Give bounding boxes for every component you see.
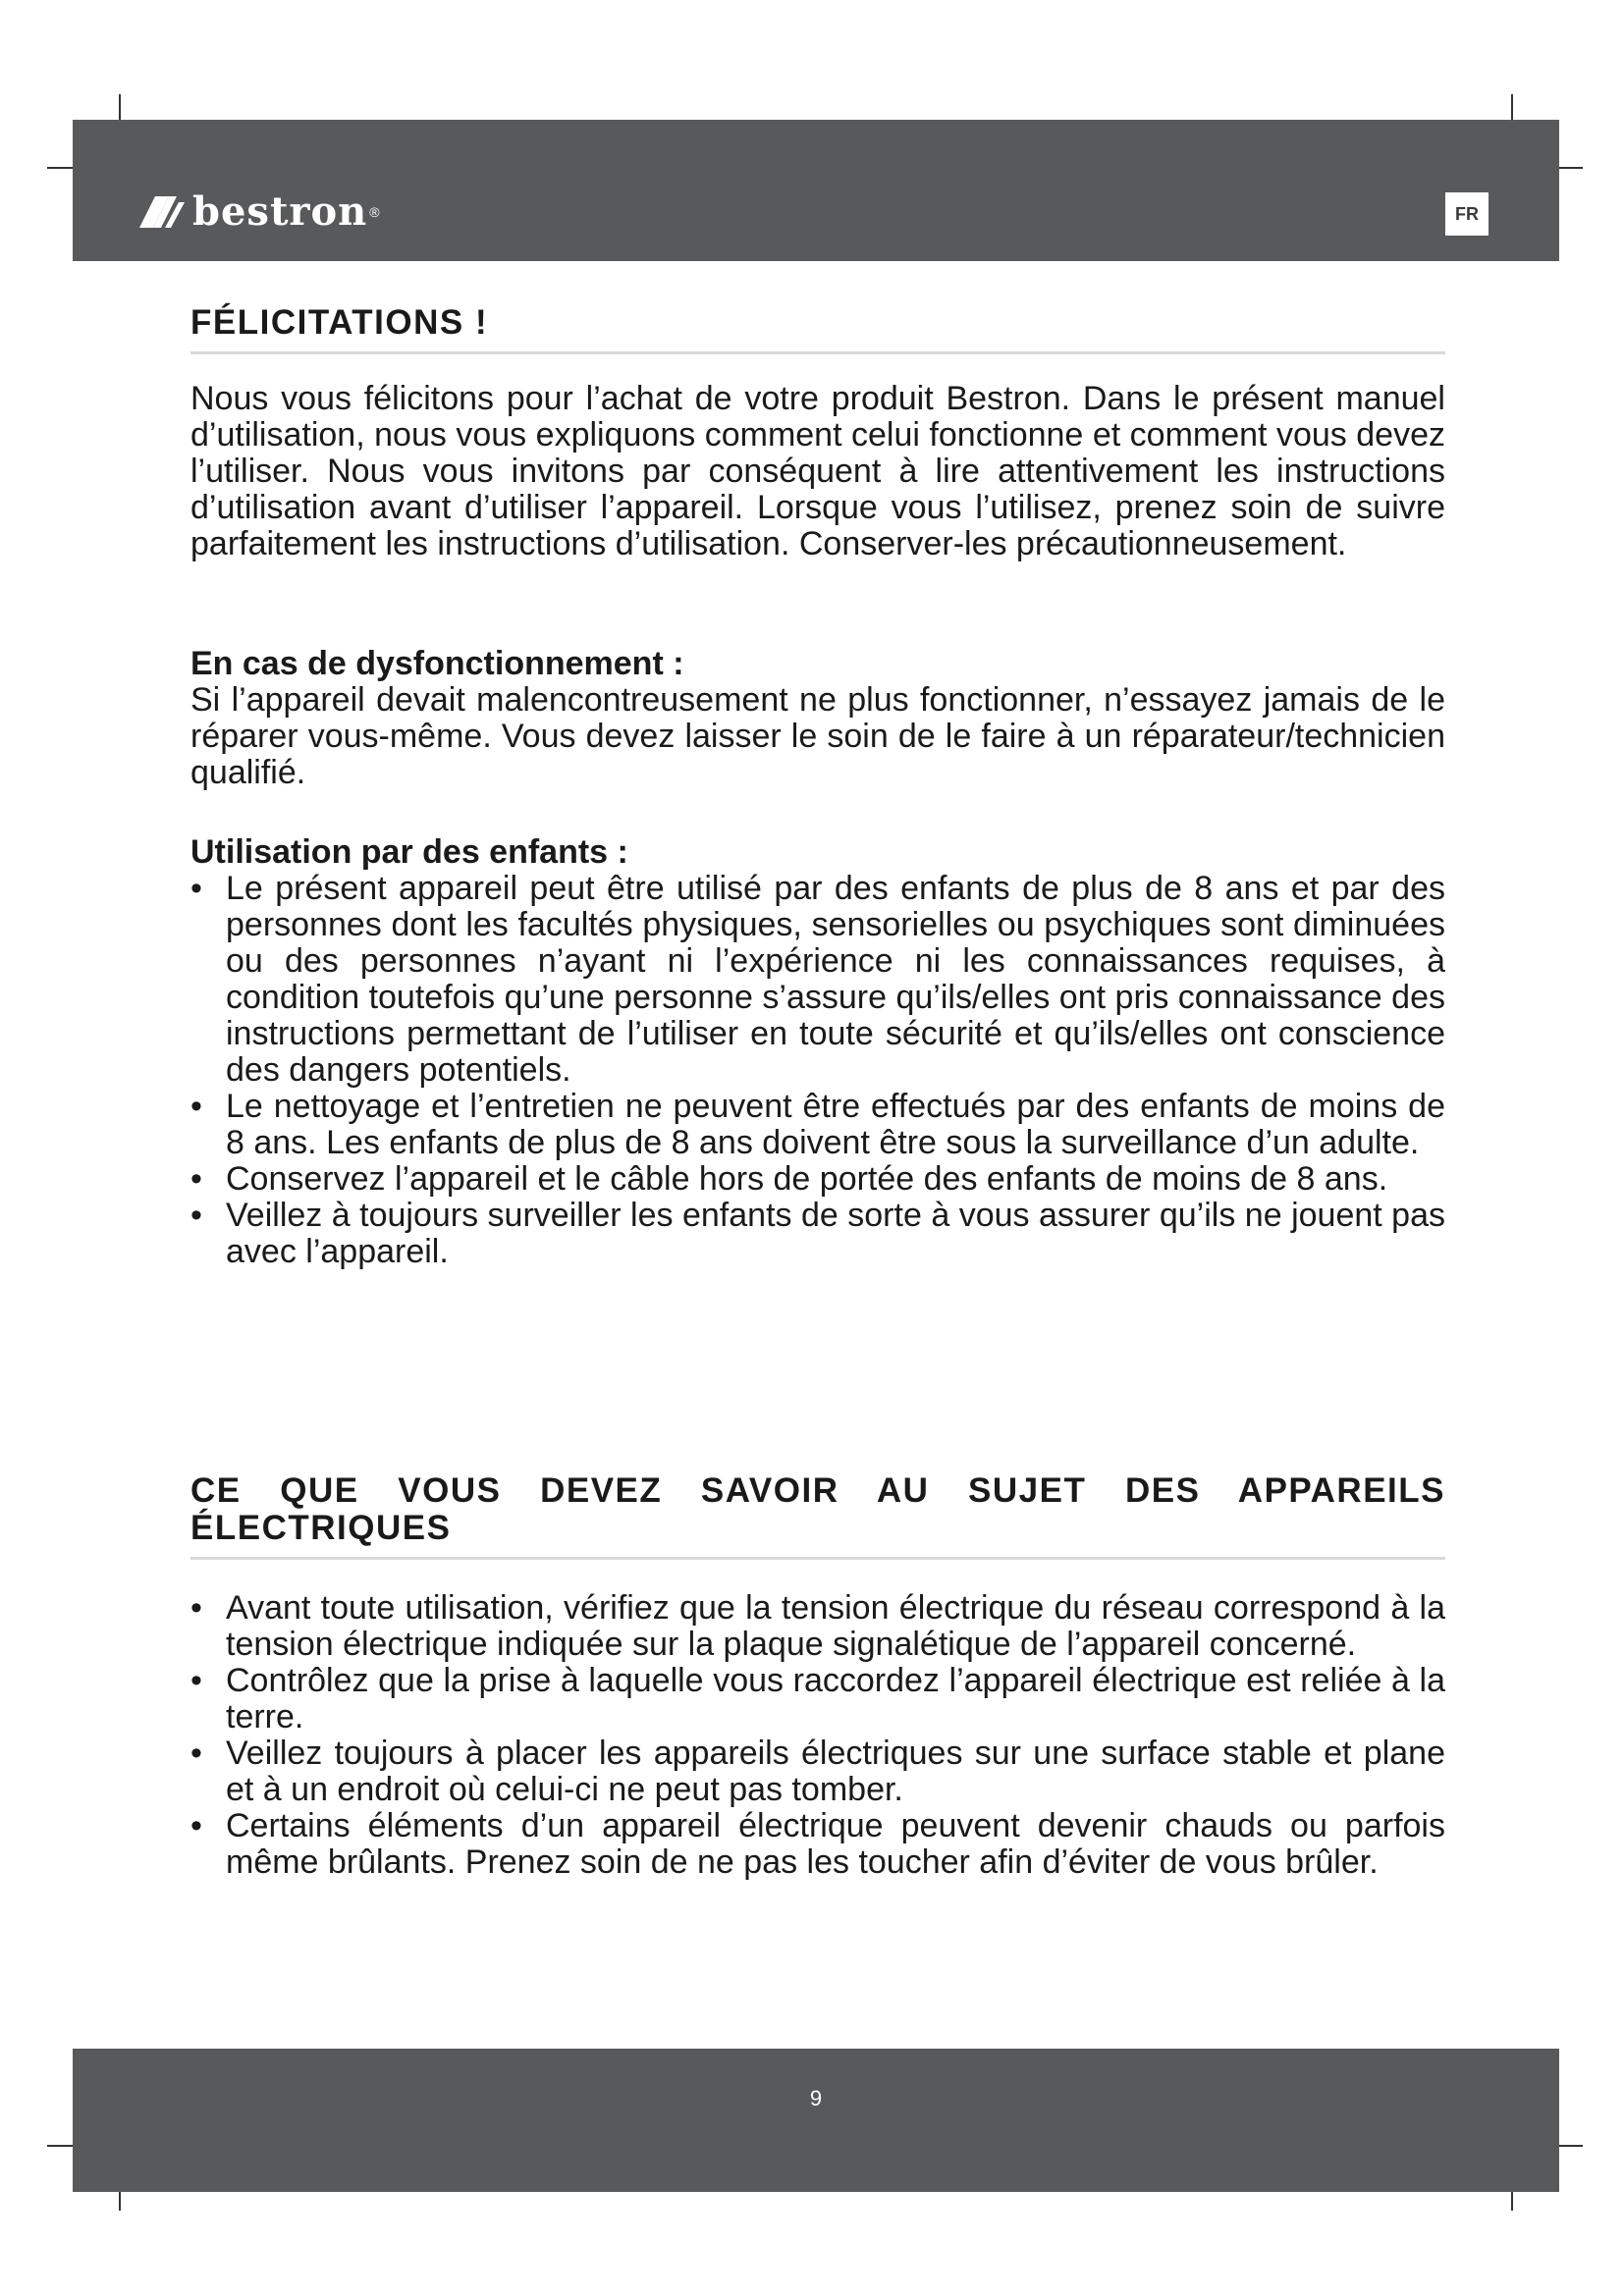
bullet-icon: •	[190, 1735, 202, 1772]
list-item: • Le présent appareil peut être utilisé par des enfants de plus de 8 ans et par des personnes dont les facultés physiques, sensorielles ou psychiques sont diminuées ou des personnes n’ayant ni l’expérience ni les connaissances requises, à condition toutefois qu’une personne s’assure qu’ils/elles ont pris connaissance des instructions permettant de l’utiliser en toute sécurité et qu’ils/elles ont conscience des dangers potentiels.	[190, 870, 1445, 1089]
header-bar	[73, 120, 1559, 261]
bullet-icon: •	[190, 1662, 202, 1699]
children-block	[190, 834, 1445, 1270]
malfunction-heading: En cas de dysfonctionnement :	[190, 645, 684, 682]
list-item: • Contrôlez que la prise à laquelle vous raccordez l’appareil électrique est reliée à la terre.	[190, 1662, 1445, 1735]
list-item: • Veillez toujours à placer les appareils électriques sur une surface stable et plane et à un endroit où celui-ci ne peut pas tomber.	[190, 1735, 1445, 1808]
section-divider	[190, 1557, 1445, 1560]
intro-paragraph-block	[190, 381, 1445, 562]
electrical-list	[190, 1590, 1445, 1881]
section-title-line1: CE QUE VOUS DEVEZ SAVOIR AU SUJET DES APPAREILS	[190, 1471, 1445, 1510]
brand-logo	[139, 188, 380, 235]
children-heading: Utilisation par des enfants :	[190, 833, 628, 871]
malfunction-block	[190, 646, 1445, 791]
intro-paragraph: Nous vous félicitons pour l’achat de votre produit Bestron. Dans le présent manuel d’utilisation, nous vous expliquons comment celui fonctionne et comment vous devez l’utiliser. Nous vous invitons par conséquent à lire attentivement les instructions d’utilisation avant d’utiliser l’appareil. Lorsque vous l’utilisez, prenez soin de suivre parfaitement les instructions d’utilisation. Conserver-les précautionneusement.	[190, 380, 1445, 562]
footer-bar	[73, 2049, 1559, 2192]
section-title	[190, 1472, 1445, 1510]
electrical-block	[190, 1590, 1445, 1881]
children-list	[190, 871, 1445, 1270]
section-divider	[190, 351, 1445, 354]
section-title-continued	[190, 1510, 1445, 1547]
language-badge: FR	[1445, 192, 1489, 236]
bullet-icon: •	[190, 870, 202, 907]
list-item: • Conservez l’appareil et le câble hors de portée des enfants de moins de 8 ans.	[190, 1160, 1388, 1198]
bullet-icon: •	[190, 1589, 202, 1627]
list-item: • Certains éléments d’un appareil électrique peuvent devenir chauds ou parfois même brûlants. Prenez soin de ne pas les toucher afin d’éviter de vous brûler.	[190, 1807, 1445, 1881]
bullet-icon: •	[190, 1197, 202, 1234]
section-congratulations	[190, 304, 1445, 354]
registered-mark: ®	[369, 203, 380, 220]
bullet-icon: •	[190, 1160, 202, 1198]
list-item: • Le nettoyage et l’entretien ne peuvent être effectués par des enfants de moins de 8 ans. Les enfants de plus de 8 ans doivent être sous la surveillance d’un adulte.	[190, 1088, 1445, 1161]
double-chevron-icon	[139, 192, 185, 232]
list-item: • Avant toute utilisation, vérifiez que la tension électrique du réseau correspond à la tension électrique indiquée sur la plaque signalétique de l’appareil concerné.	[190, 1589, 1445, 1663]
bullet-icon: •	[190, 1807, 202, 1844]
page-number: 9	[809, 2086, 823, 2110]
malfunction-paragraph: Si l’appareil devait malencontreusement ne plus fonctionner, n’essayez jamais de le réparer vous-même. Vous devez laisser le soin de le faire à un réparateur/technicien qualifié.	[190, 681, 1445, 791]
brand-name: bestron	[192, 188, 368, 235]
bullet-icon: •	[190, 1088, 202, 1125]
section-electrical	[190, 1472, 1445, 1560]
section-title-line2: ÉLECTRIQUES	[190, 1509, 452, 1547]
section-title: FÉLICITATIONS !	[190, 303, 489, 342]
list-item: • Veillez à toujours surveiller les enfants de sorte à vous assurer qu’ils ne jouent pas avec l’appareil.	[190, 1197, 1445, 1270]
